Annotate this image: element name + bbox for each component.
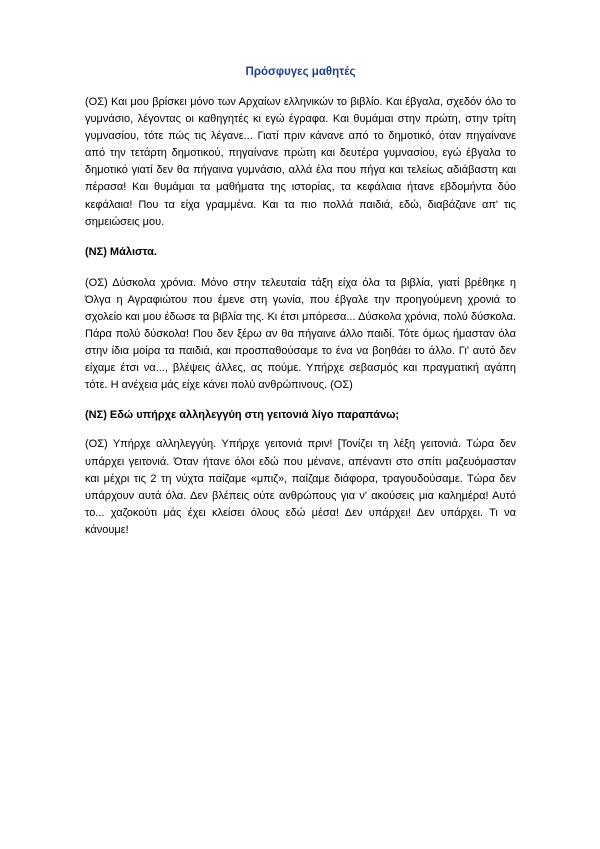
interview-paragraph-2: (ΟΣ) Δύσκολα χρόνια. Μόνο στην τελευταία τάξη είχα όλα τα βιβλία, γιατί βρέθηκε η Όλγα η Αγραφιώτου που έμενε στη γωνία, που έβγαλε την προηγούμενη χρονιά το σχολείο και μου έδωσε τα βιβλία της. Κι έτσι μπόρεσα... Δύσκολα χρόνια, πολύ δύσκολα. Πάρα πολύ δύσκολα! Που δεν ξέρω αν θα πήγαινε άλλο παιδί. Τότε όμως ήμασταν όλα στην ίδια μοίρα τα παιδιά, και προσπαθούσαμε το ένα να βοηθάει το άλλο. Γι' αυτό δεν είχαμε έτσι να..., βλέψεις άλλες, ας πούμε. Υπήρχε σεβασμός και πραγματική αγάπη τότε. Η ανέχεια μάς είχε κάνει πολύ ανθρώπινους. (ΟΣ) xyxy=(85,276,516,392)
interviewer-question-1: (ΝΣ) Μάλιστα. xyxy=(85,245,157,258)
document-title: Πρόσφυγες μαθητές xyxy=(245,66,356,78)
interview-paragraph-1: (ΟΣ) Και μου βρίσκει μόνο των Αρχαίων ελληνικών το βιβλίο. Και έβγαλα, σχεδόν όλο το γυμνάσιο, λέγοντας οι καθηγητές κι εγώ έγραφα. Και θυμάμαι στην πρώτη, στην τρίτη γυμνασίου, τότε πώς τις λέγανε... Γιατί πριν κάνανε από το δημοτικό, όταν πηγαίνανε από την τετάρτη δημοτικού, πηγαίνανε πρώτη και δευτέρα γυμνασίου, εγώ έβγαλα το δημοτικό γιατί δεν θα πήγαινα γυμνάσιο, αλλά έλα που πήγα και τελείως αδιάβαστη και πέρασα! Και θυμάμαι τα μαθήματα της ιστορίας, τα κεφάλαια ήτανε εβδομήντα δύο κεφάλαια! Που τα είχα γραμμένα. Και τα πιο πολλά παιδιά, εδώ, διαβάζανε απ' τις σημειώσεις μου. xyxy=(85,96,516,228)
document-page xyxy=(85,0,516,539)
interview-paragraph-3: (ΟΣ) Υπήρχε αλληλεγγύη. Υπήρχε γειτονιά πριν! [Τονίζει τη λέξη γειτονιά. Τώρα δεν υπάρχει γειτονιά. Όταν ήτανε όλοι εδώ που μένανε, απέναντι στο σπίτι μαζευόμασταν και μέχρι τις 2 τη νύχτα παίζαμε «μπιζ», παίζαμε διάφορα, τραγουδούσαμε. Τώρα δεν υπάρχουν αυτά όλα. Δεν βλέπεις ούτε ανθρώπους για ν' ακούσεις μια καλημέρα! Αυτό το... χαζοκούτι μάς έχει κλείσει όλους εδώ μέσα! Δεν υπάρχει! Δεν υπάρχει. Τι να κάνουμε! xyxy=(85,438,516,536)
interviewer-question-2: (ΝΣ) Εδώ υπήρχε αλληλεγγύη στη γειτονιά λίγο παραπάνω; xyxy=(85,409,400,422)
